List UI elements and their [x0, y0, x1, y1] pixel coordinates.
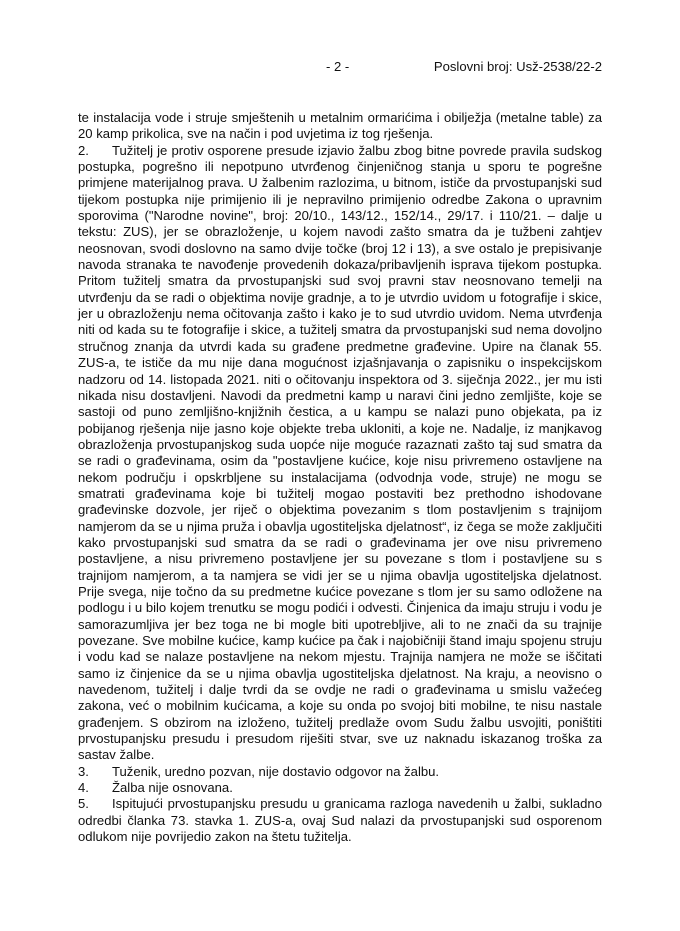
paragraph-text: Ispitujući prvostupanjsku presudu u granicama razloga navedenih u žalbi, sukladno odredbi članka 73. stavka 1. ZUS-a, ovaj Sud nalazi da prvostupanjski sud osporenom odlukom nije povrijedio zakon na štetu tužitelja.	[78, 796, 602, 845]
paragraph-4	[78, 780, 602, 796]
paragraph-3	[78, 764, 602, 780]
case-number: Poslovni broj: Usž-2538/22-2	[433, 59, 602, 74]
paragraph-number: 5.	[78, 796, 89, 812]
paragraph-number: 4.	[78, 780, 89, 796]
paragraph-2	[78, 143, 602, 764]
paragraph-number: 2.	[78, 142, 89, 158]
paragraph-text: Tužitelj je protiv osporene presude izjavio žalbu zbog bitne povrede pravila sudskog postupka, pogrešno ili nepotpuno utvrđenog činjeničnog stanja u sporu te pogrešne primjene materijalnog prava. U žalbenim razlozima, u bitnom, ističe da prvostupanjski sud tijekom postupka nije primijenio ili je nepravilno primijenio odredbe Zakona o upravnim sporovima ("Narodne novine", broj: 20/10., 143/12., 152/14., 29/17. i 110/21. – dalje u tekstu: ZUS), jer se obrazloženje, u kojem navodi zašto smatra da je tužbeni zahtjev neosnovan, svodi doslovno na samo dvije točke (broj 12 i 13), a sve ostalo je prepisivanje navoda stranaka te navođenje provedenih dokaza/pribavljenih isprava tijekom postupka. Pritom tužitelj smatra da prvostupanjski sud svoj pravni stav neosnovano temelji na utvrđenju da se radi o objektima novije gradnje, a to je utvrdio uvidom u fotografije i skice, jer u obrazloženju nema očitovanja zašto i kako je to sud utvrdio uvidom. Nema utvrđenja niti od kada su te fotografije i skice, a tužitelj smatra da prvostupanjski sud nema dovoljno stručnog znanja da utvrdi kada su građene predmetne građevine. Upire na članak 55. ZUS-a, te ističe da mu nije dana mogućnost izjašnjavanja o zapisniku o inspekcijskom nadzoru od 14. listopada 2021. niti o očitovanju inspektora od 3. siječnja 2022., jer mu isti nikada nisu dostavljeni. Navodi da predmetni kamp u naravi čini jedno zemljište, koje se sastoji od puno zemljišno-knjižnih čestica, a u kampu se nalazi puno objekata, pa iz pobijanog rješenja nije jasno koje objekte treba ukloniti, a koje ne. Nadalje, iz manjkavog obrazloženja prvostupanjskog suda uopće nije moguće razaznati zašto taj sud smatra da se radi o građevinama, osim da "postavljene kućice, koje nisu privremeno ostavljene na nekom području i opskrbljene su instalacijama (odvodnja vode, struje) ne mogu se smatrati građevinama koje bi tužitelj mogao postaviti bez prethodno ishodovane građevinske dozvole, jer riječ o objektima povezanim s tlom postavljenim s trajnijom namjerom da se u njima pruža i obavlja ugostiteljska djelatnost“, iz čega se može zaključiti kako prvostupanjski sud smatra da se radi o građevinama jer ove nisu privremeno postavljene, a nisu privremeno postavljene jer su povezane s tlom i postavljene su s trajnijom namjerom, a ta namjera se vidi jer se u njima obavlja ugostiteljska djelatnost. Prije svega, nije točno da su predmetne kućice povezane s tlom jer su samo odložene na podlogu i u bilo kojem trenutku se mogu podići i odvesti. Činjenica da imaju struju i vodu je samorazumljiva jer bez toga ne bi mogle biti upotrebljive, ali to ne znači da su trajnije povezane. Sve mobilne kućice, kamp kućice pa čak i najobičniji štand imaju spojenu struju i vodu kad se nalaze postavljene na nekom mjestu. Trajnija namjera ne može se iščitati samo iz činjenice da se u njima obavlja ugostiteljska djelatnost. Na kraju, a neovisno o navedenom, tužitelj i dalje tvrdi da se ovdje ne radi o građevinama u smislu važećeg zakona, već o mobilnim kućicama, a koje su onda po svojoj biti mobilne, te nisu nastale građenjem. S obzirom na izloženo, tužitelj predlaže ovom Sudu žalbu usvojiti, poništiti prvostupanjsku presudu i presudom riješiti stvar, sve uz naknadu iskazanog troška za sastav žalbe.	[78, 142, 602, 763]
paragraph-text: Tuženik, uredno pozvan, nije dostavio odgovor na žalbu.	[112, 763, 440, 779]
paragraph-number: 3.	[78, 763, 89, 779]
intro-paragraph: te instalacija vode i struje smještenih u metalnim ormarićima i obilježja (metalne table) za 20 kamp prikolica, sve na način i pod uvjetima iz tog rješenja.	[78, 110, 602, 142]
paragraph-text: Žalba nije osnovana.	[112, 780, 233, 796]
document-body	[78, 110, 602, 845]
paragraph-5	[78, 796, 602, 845]
page-number: - 2 -	[326, 59, 350, 74]
